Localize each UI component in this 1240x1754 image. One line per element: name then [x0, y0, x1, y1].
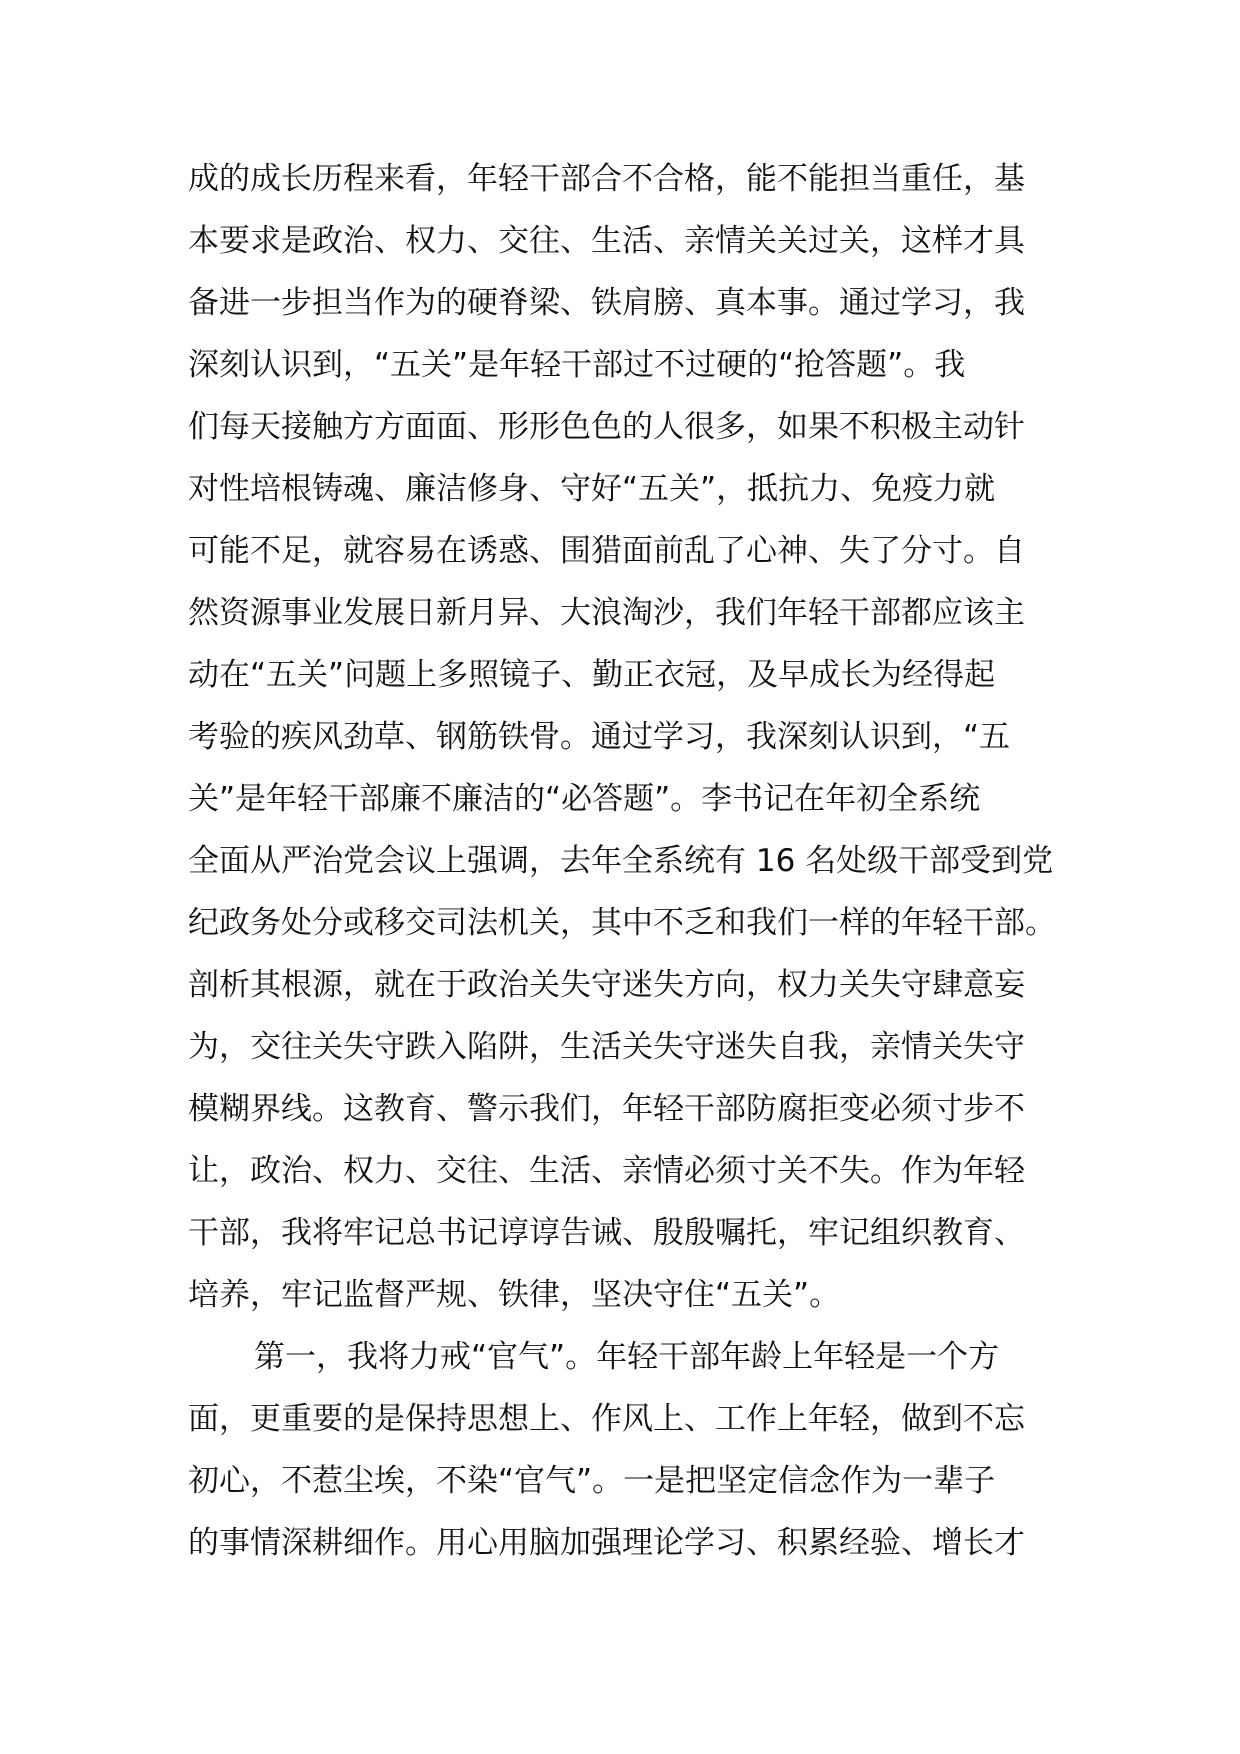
- text-line: 全面从严治党会议上强调，去年全系统有 16 名处级干部受到党: [188, 843, 1054, 879]
- text-line: 的事情深耕细作。用心用脑加强理论学习、积累经验、增长才: [188, 1525, 1025, 1561]
- text-line: 可能不足，就容易在诱惑、围猎面前乱了心神、失了分寸。自: [188, 533, 1025, 569]
- text-line: 成的成长历程来看，年轻干部合不合格，能不能担当重任，基: [188, 161, 1025, 197]
- text-line: 第一，我将力戒“官气”。年轻干部年龄上年轻是一个方: [254, 1339, 1000, 1375]
- text-line: 培养，牢记监督严规、铁律，坚决守住“五关”。: [188, 1277, 841, 1313]
- text-line: 考验的疾风劲草、钢筋铁骨。通过学习，我深刻认识到，“五: [188, 719, 1011, 755]
- text-line: 动在“五关”问题上多照镜子、勤正衣冠，及早成长为经得起: [188, 657, 996, 693]
- text-line: 让，政治、权力、交往、生活、亲情必须寸关不失。作为年轻: [188, 1153, 1025, 1189]
- text-line: 剖析其根源，就在于政治关失守迷失方向，权力关失守肆意妄: [188, 967, 1025, 1003]
- text-line: 初心，不惹尘埃，不染“官气”。一是把坚定信念作为一辈子: [188, 1463, 996, 1499]
- text-line: 干部，我将牢记总书记谆谆告诫、殷殷嘱托，牢记组织教育、: [188, 1215, 1025, 1251]
- text-line: 备进一步担当作为的硬脊梁、铁肩膀、真本事。通过学习，我: [188, 285, 1025, 321]
- text-line: 模糊界线。这教育、警示我们，年轻干部防腐拒变必须寸步不: [188, 1091, 1025, 1127]
- body-text: [188, 148, 1068, 1574]
- text-line: 关”是年轻干部廉不廉洁的“必答题”。李书记在年初全系统: [188, 781, 981, 817]
- text-line: 深刻认识到，“五关”是年轻干部过不过硬的“抢答题”。我: [188, 347, 966, 383]
- text-line: 们每天接触方方面面、形形色色的人很多，如果不积极主动针: [188, 409, 1025, 445]
- paragraph-1: [188, 148, 1068, 1326]
- text-line: 对性培根铸魂、廉洁修身、守好“五关”，抵抗力、免疫力就: [188, 471, 996, 507]
- text-line: 然资源事业发展日新月异、大浪淘沙，我们年轻干部都应该主: [188, 595, 1025, 631]
- text-line: 为，交往关失守跌入陷阱，生活关失守迷失自我，亲情关失守: [188, 1029, 1025, 1065]
- paragraph-2: [188, 1326, 1068, 1574]
- text-line: 纪政务处分或移交司法机关，其中不乏和我们一样的年轻干部。: [188, 905, 1056, 941]
- text-line: 面，更重要的是保持思想上、作风上、工作上年轻，做到不忘: [188, 1401, 1025, 1437]
- text-line: 本要求是政治、权力、交往、生活、亲情关关过关，这样才具: [188, 223, 1025, 259]
